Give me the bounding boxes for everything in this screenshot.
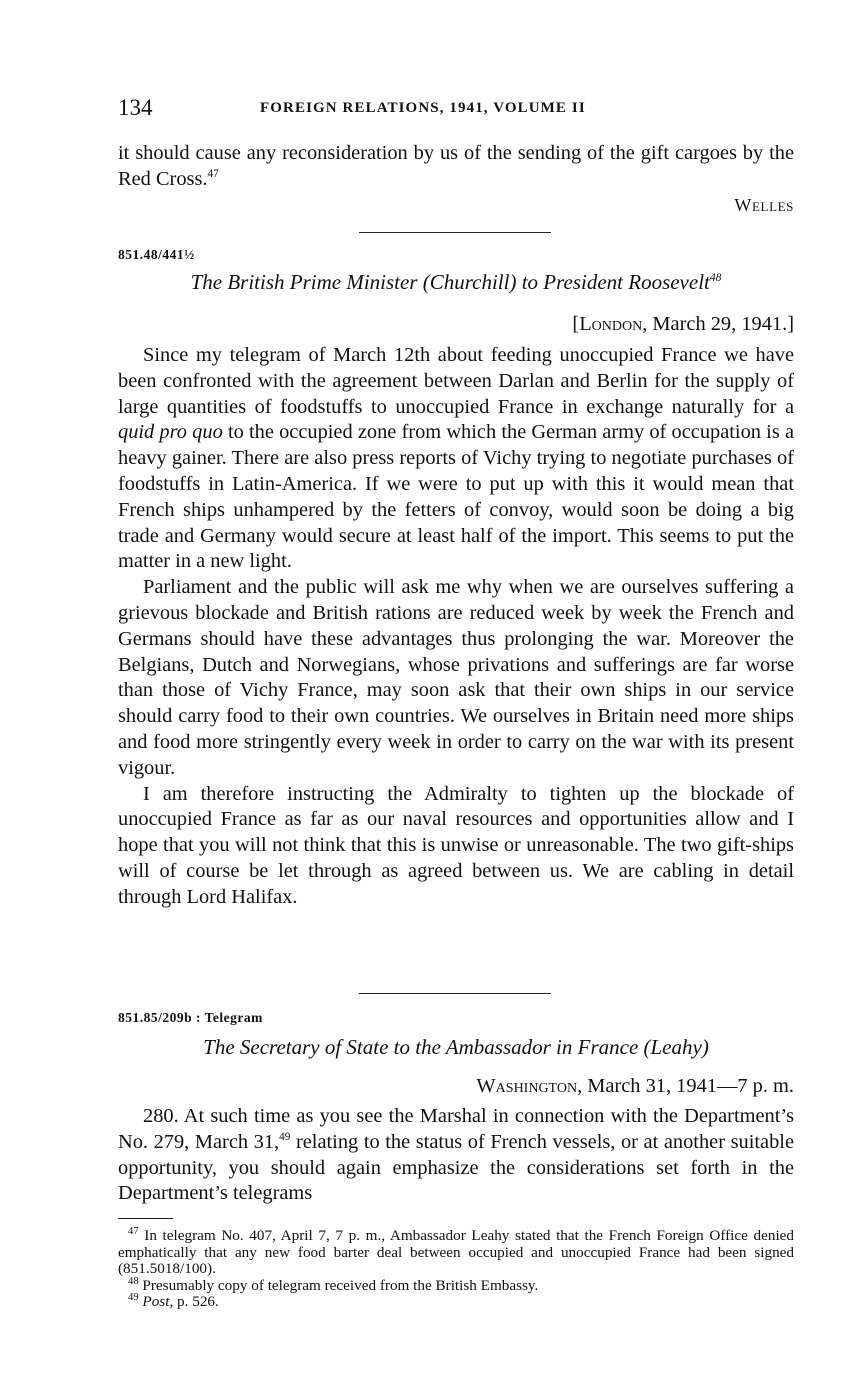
telegram-paragraph-1 — [118, 1104, 794, 1207]
file-number-2: 851.85/209b : Telegram — [118, 1010, 263, 1025]
letter-paragraph-1 — [118, 343, 794, 575]
dateline-2-place: Washington — [476, 1075, 578, 1097]
paragraph-1-part-a: Since my telegram of March 12th about feeding unoccupied France we have been confronted with the agreement between Darlan and Berlin for the supply of large quantities of foodstuffs to unoccupied France in exchange naturally for a — [118, 344, 794, 418]
telegram-part-b: relating to the status of French vessels, or at another suitable opportunity, you should again emphasize the considerations set forth in the Department’s telegrams — [118, 1130, 794, 1205]
page-number: 134 — [118, 95, 153, 120]
dateline-1-place: London — [579, 313, 643, 335]
section-divider — [359, 232, 551, 233]
footnote-49-mark: 49 — [128, 1291, 139, 1303]
letter-body-1 — [118, 343, 794, 911]
footnote-ref-49: 49 — [279, 1131, 291, 1143]
letter-paragraph-2: Parliament and the public will ask me why when we are ourselves suffering a grievous blockade and British rations are reduced week by week the French and Germans should have these advantages thus prolonging the war. Moreover the Belgians, Dutch and Norwegians, whose privations and sufferings are far worse than those of Vichy France, may soon ask that their own ships in our service should carry food to their own countries. We ourselves in Britain need more ships and food more stringently every week in order to carry on the war with its present vigour. — [118, 576, 794, 779]
file-number-1: 851.48/441½ — [118, 247, 195, 262]
footnote-49 — [118, 1291, 794, 1311]
carryover-paragraph — [118, 141, 794, 193]
document-heading-2: The Secretary of State to the Ambassador in France (Leahy) — [203, 1035, 709, 1059]
footnote-48-mark: 48 — [128, 1275, 139, 1287]
footnote-47-mark: 47 — [128, 1225, 139, 1237]
footnote-47 — [118, 1225, 794, 1278]
footnote-49-italic: Post — [142, 1293, 170, 1310]
latin-phrase: quid pro quo — [118, 421, 223, 444]
footnote-ref-48: 48 — [709, 272, 722, 284]
footnote-47-text: In telegram No. 407, April 7, 7 p. m., Ambassador Leahy stated that the French Foreign Office denied emphatically that any new food barter deal between occupied and unoccupied France had been signed (851.5018/100). — [118, 1227, 794, 1277]
footnote-ref-47: 47 — [207, 168, 219, 180]
footnote-48-text: Presumably copy of telegram received from the British Embassy. — [142, 1276, 539, 1294]
carryover-text: it should cause any reconsideration by us of the sending of the gift cargoes by the Red Cross. — [118, 142, 794, 190]
dateline-2-date: March 31, 1941—7 p. m. — [587, 1075, 794, 1097]
dateline-2: Washington, March 31, 1941—7 p. m. — [476, 1075, 794, 1097]
telegram-part-a: 280. At such time as you see the Marshal in connection with the Department’s No. 279, March 31, — [118, 1105, 794, 1153]
dateline-1: [London, March 29, 1941.] — [572, 313, 794, 335]
document-heading-1 — [118, 270, 794, 295]
signature-welles: Welles — [734, 195, 794, 215]
letter-paragraph-3: I am therefore instructing the Admiralty to tighten up the blockade of unoccupied France as far as our naval resources and opportunities allow and I hope that you will not think that this is unwise or unreasonable. The two gift-ships will of course be let through as agreed between us. We are cabling in detail through Lord Halifax. — [118, 782, 794, 908]
running-title: FOREIGN RELATIONS, 1941, VOLUME II — [260, 100, 586, 116]
footnote-49-text: , p. 526. — [169, 1293, 219, 1310]
heading-1-text: The British Prime Minister (Churchill) to President Roosevelt — [190, 270, 710, 294]
footnotes — [118, 1225, 794, 1311]
telegram-body — [118, 1104, 794, 1207]
footnote-48 — [118, 1275, 794, 1295]
dateline-1-date: March 29, 1941. — [652, 313, 788, 335]
section-divider-2 — [359, 993, 551, 994]
footnote-divider — [118, 1218, 173, 1219]
running-head — [118, 95, 794, 125]
paragraph-1-part-b: to the occupied zone from which the German army of occupation is a heavy gainer. There are also press reports of Vichy trying to negotiate purchases of foodstuffs in Latin-America. If we were to put up with this it would mean that French ships unhampered by the fetters of convoy, would soon be doing a big trade and Germany would secure at least half of the import. This seems to put the matter in a new light. — [118, 421, 794, 573]
